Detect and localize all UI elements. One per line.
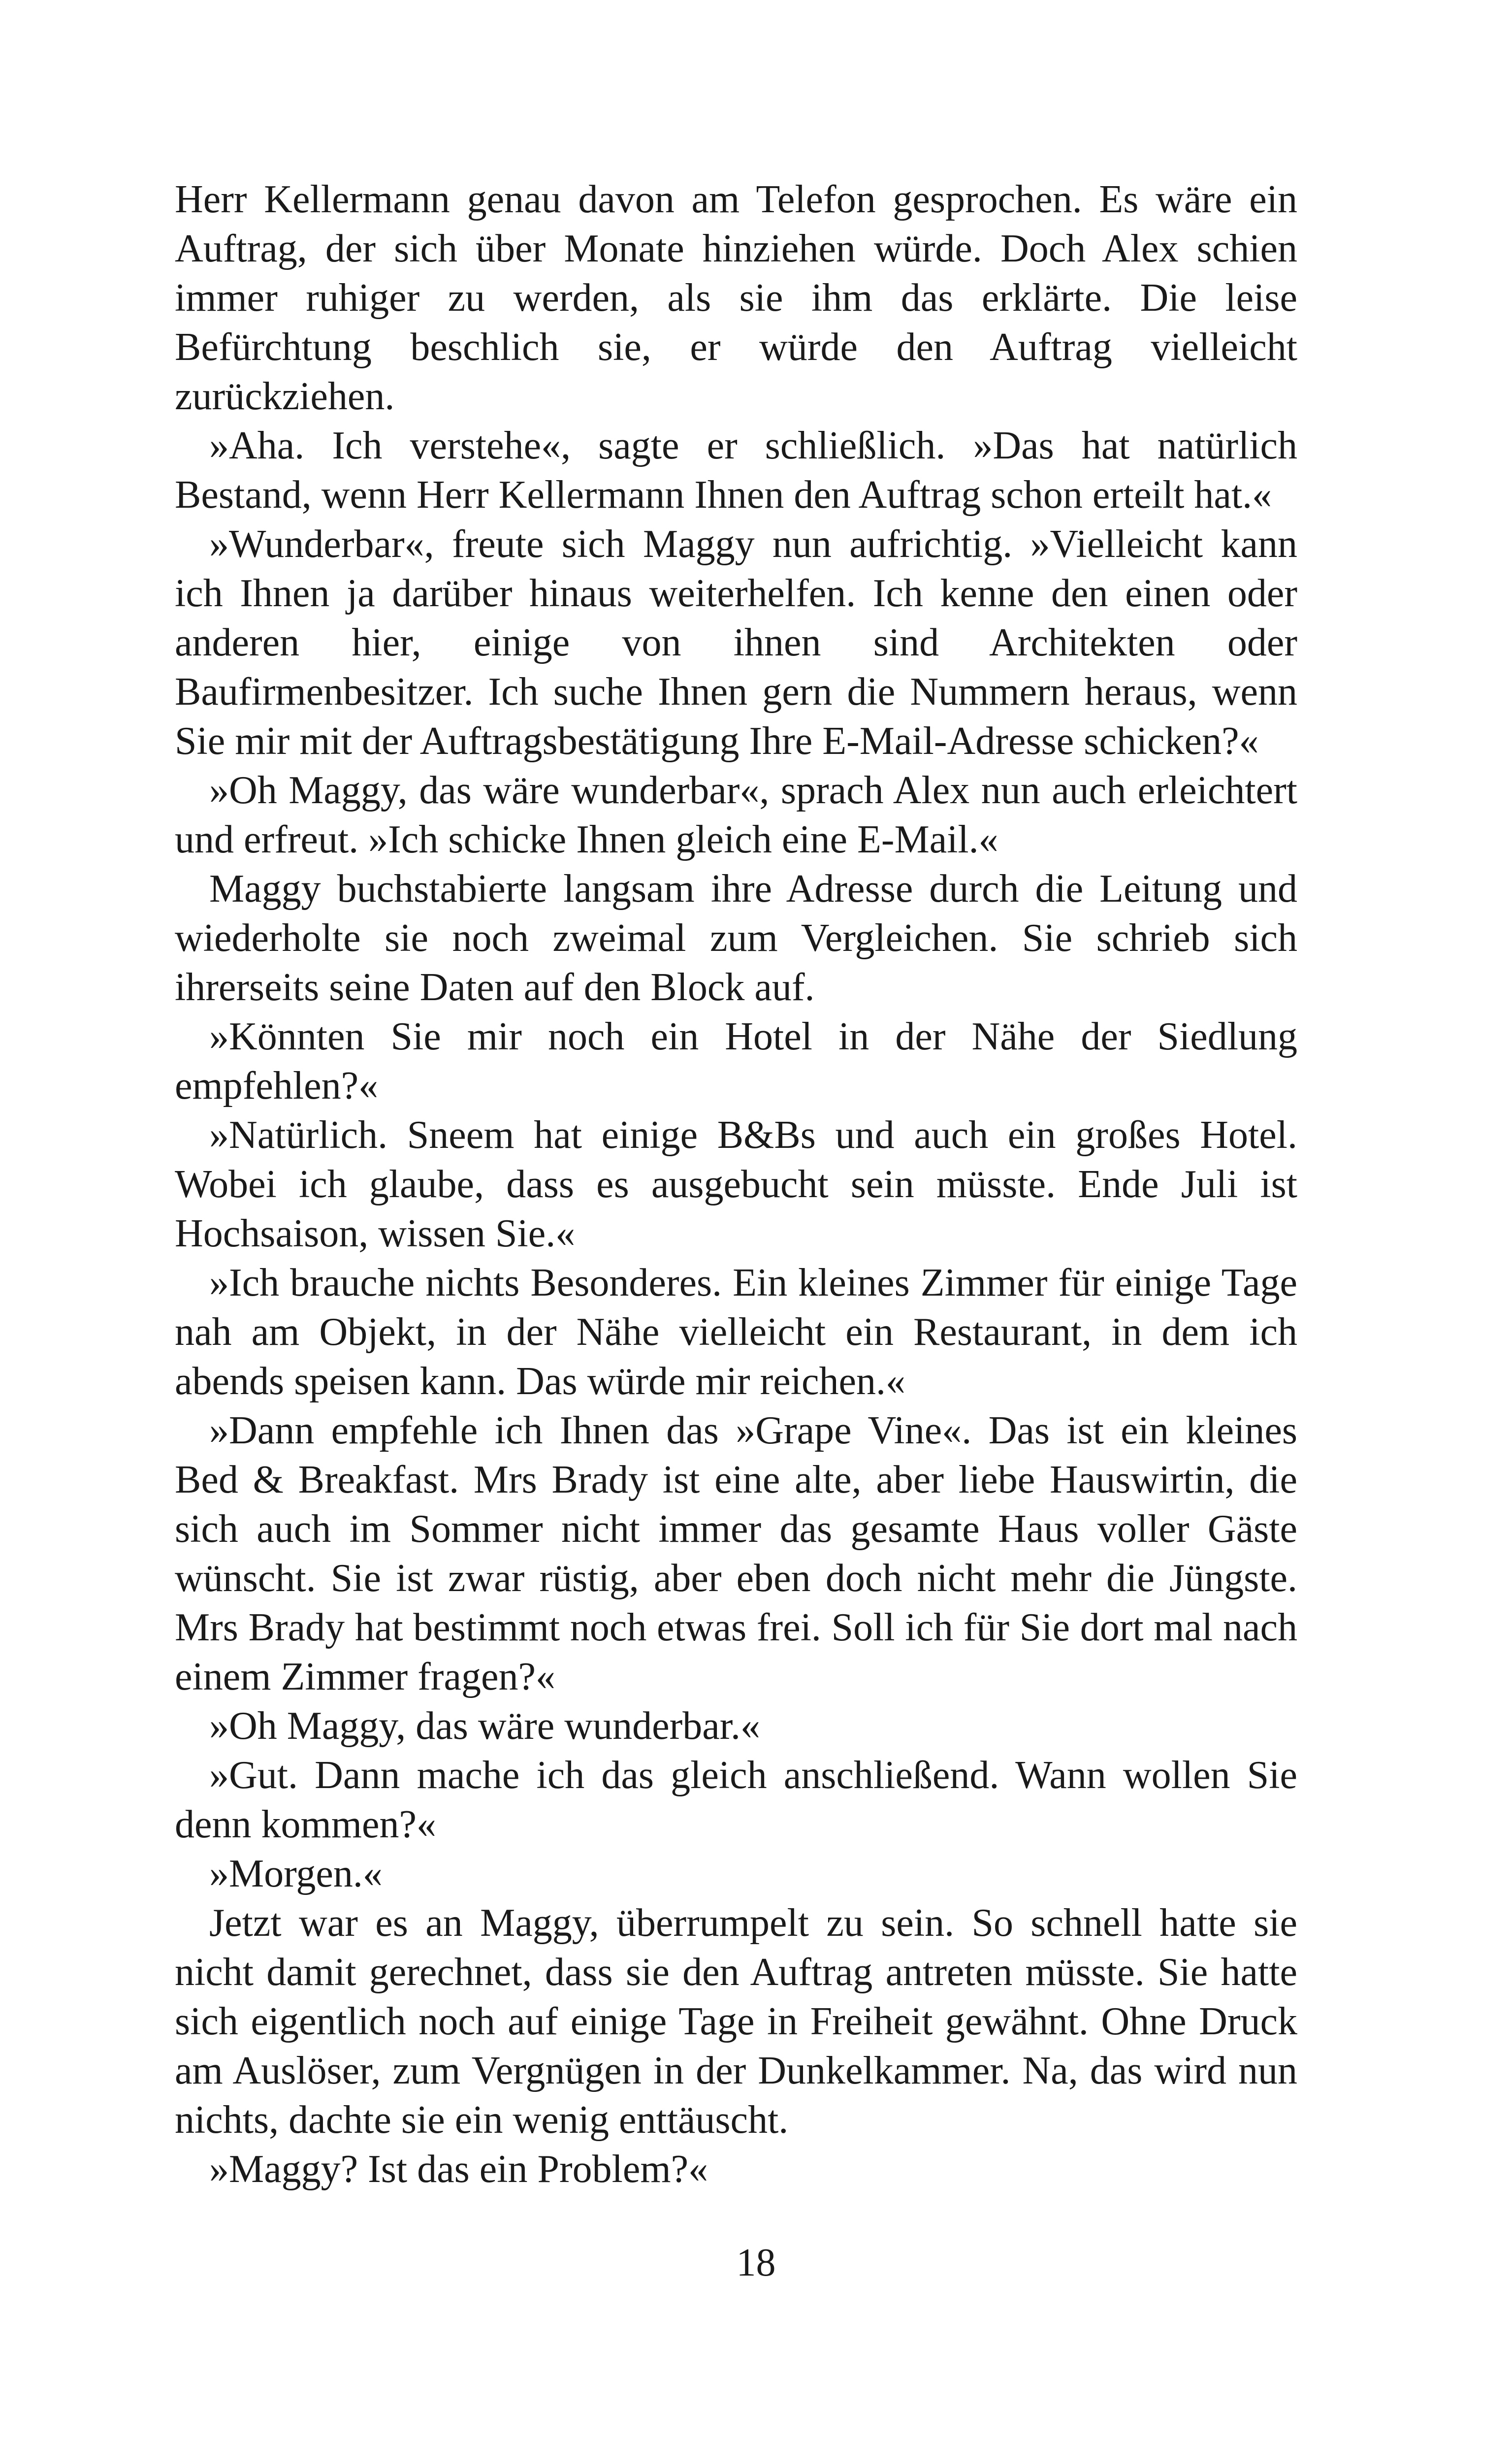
paragraph: »Wunderbar«, freute sich Maggy nun aufrichtig. »Vielleicht kann ich Ihnen ja darüber hinaus weiterhelfen. Ich kenne den einen oder anderen hier, einige von ihnen sind Architekten oder Baufirmenbesitzer. Ich suche Ihnen gern die Nummern heraus, wenn Sie mir mit der Auftragsbestätigung Ihre E-Mail-Adresse schicken?«	[175, 522, 1297, 763]
paragraph: »Ich brauche nichts Besonderes. Ein kleines Zimmer für einige Tage nah am Objekt, in der Nähe vielleicht ein Restaurant, in dem ich abends speisen kann. Das würde mir reichen.«	[175, 1261, 1297, 1403]
body-text	[175, 175, 1297, 2194]
paragraph: »Morgen.«	[209, 1852, 383, 1895]
paragraph: »Aha. Ich verstehe«, sagte er schließlich. »Das hat natürlich Bestand, wenn Herr Kellermann Ihnen den Auftrag schon erteilt hat.«	[175, 424, 1297, 517]
paragraph: »Dann empfehle ich Ihnen das »Grape Vine«. Das ist ein kleines Bed & Breakfast. Mrs Brady ist eine alte, aber liebe Hauswirtin, die sich auch im Sommer nicht immer das gesamte Haus voller Gäste wünscht. Sie ist zwar rüstig, aber eben doch nicht mehr die Jüngste. Mrs Brady hat bestimmt noch etwas frei. Soll ich für Sie dort mal nach einem Zimmer fragen?«	[175, 1409, 1297, 1698]
paragraph: »Maggy? Ist das ein Problem?«	[209, 2148, 708, 2191]
paragraph: »Gut. Dann mache ich das gleich anschließend. Wann wollen Sie denn kommen?«	[175, 1754, 1297, 1846]
paragraph: »Oh Maggy, das wäre wunderbar«, sprach Alex nun auch erleichtert und erfreut. »Ich schicke Ihnen gleich eine E-Mail.«	[175, 769, 1297, 861]
paragraph: Maggy buchstabierte langsam ihre Adresse durch die Leitung und wiederholte sie noch zweimal zum Vergleichen. Sie schrieb sich ihrerseits seine Daten auf den Block auf.	[175, 867, 1297, 1009]
paragraph: »Natürlich. Sneem hat einige B&Bs und auch ein großes Hotel. Wobei ich glaube, dass es ausgebucht sein müsste. Ende Juli ist Hochsaison, wissen Sie.«	[175, 1113, 1297, 1255]
paragraph: »Könnten Sie mir noch ein Hotel in der Nähe der Siedlung empfehlen?«	[175, 1015, 1297, 1107]
paragraph: Herr Kellermann genau davon am Telefon gesprochen. Es wäre ein Auftrag, der sich über Monate hinziehen würde. Doch Alex schien immer ruhiger zu werden, als sie ihm das erklärte. Die leise Befürchtung beschlich sie, er würde den Auftrag vielleicht zurückziehen.	[175, 178, 1297, 418]
page-number: 18	[736, 2241, 776, 2284]
paragraph: Jetzt war es an Maggy, überrumpelt zu sein. So schnell hatte sie nicht damit gerechnet, dass sie den Auftrag antreten müsste. Sie hatte sich eigentlich noch auf einige Tage in Freiheit gewähnt. Ohne Druck am Auslöser, zum Vergnügen in der Dunkelkammer. Na, das wird nun nichts, dachte sie ein wenig enttäuscht.	[175, 1901, 1297, 2142]
paragraph: »Oh Maggy, das wäre wunderbar.«	[209, 1704, 760, 1748]
